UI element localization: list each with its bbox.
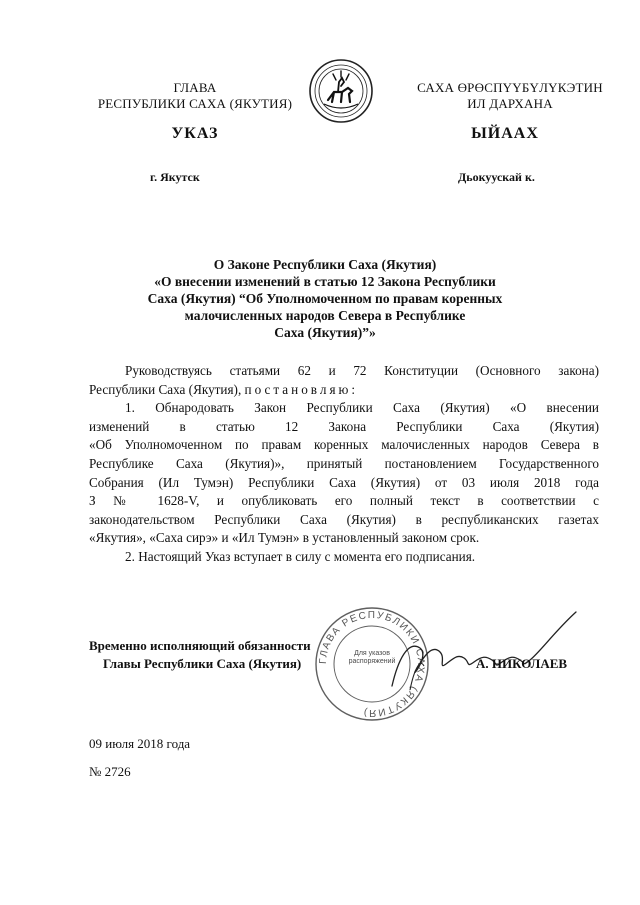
postanovlyayu: постановляю: (244, 381, 359, 397)
signatory-role (89, 637, 311, 673)
header-left-block (80, 80, 310, 112)
doc-type-ru: УКАЗ (171, 125, 219, 142)
decree-title (95, 256, 555, 341)
preamble-line1: Руководствуясь статьями 62 и 72 Конституции (Основного закона) (125, 363, 599, 378)
item1-line: 1. Обнародовать Закон Республики Саха (Якутия) «О внесении (125, 400, 599, 416)
header-right-line1: САХА ӨРӨСПҮҮБҮЛҮКЭТИН (417, 80, 603, 95)
item1-last-line: «Якутия», «Саха сирэ» и «Ил Тумэн» в установленный законом срок. (89, 530, 480, 546)
title-line: «О внесении изменений в статью 12 Закона Республики (154, 274, 496, 289)
item1-line: «Об Уполномоченном по правам коренных малочисленных народов Севера в (89, 437, 599, 453)
item2-line: 2. Настоящий Указ вступает в силу с момента его подписания. (125, 548, 476, 564)
role-line2: Главы Республики Саха (Якутия) (103, 656, 302, 671)
signatory-name: А. НИКОЛАЕВ (476, 656, 568, 671)
decree-body (89, 362, 599, 567)
role-line1: Временно исполняющий обязанности (89, 638, 311, 653)
decree-date: 09 июля 2018 года (89, 736, 191, 751)
coat-of-arms-icon (308, 58, 374, 124)
doc-type-sah: ЫЙААХ (471, 125, 539, 142)
city-sah: Дьокуускай к. (458, 170, 535, 184)
decree-number: № 2726 (89, 764, 131, 779)
title-line: малочисленных народов Севера в Республике (184, 308, 466, 323)
preamble-text: Республики Саха (Якутия), (89, 381, 242, 397)
header-left-line2: РЕСПУБЛИКИ САХА (ЯКУТИЯ) (97, 96, 293, 111)
item1-line: Республике Саха (Якутия)», принятый постановлением Государственного (89, 455, 599, 471)
city-ru: г. Якутск (150, 170, 200, 184)
stamp-ring-text: ГЛАВА РЕСПУБЛИКИ САХА (ЯКУТИЯ) (317, 609, 427, 719)
title-line: Саха (Якутия) “Об Уполномоченном по правам коренных (147, 291, 503, 306)
item1-line: изменений в статью 12 Закона Республики Саха (Якутия) (89, 418, 599, 434)
title-line: Саха (Якутия)”» (274, 325, 376, 340)
preamble-line2 (89, 381, 599, 400)
stamp-center-text: Для указов распоряжений (348, 650, 396, 665)
item1-line: З № 1628-V, и опубликовать его полный текст в соответствии с (89, 493, 599, 509)
item1-line: законодательством Республики Саха (Якутия) в республиканских газетах (89, 511, 599, 527)
title-line: О Законе Республики Саха (Якутия) (213, 257, 437, 272)
header-left-line1: ГЛАВА (173, 80, 217, 95)
handwritten-signature-icon (380, 600, 580, 700)
item1-line: Собрания (Ил Тумэн) Республики Саха (Якутия) от 03 июля 2018 года (89, 474, 599, 490)
header-right-line2: ИЛ ДАРХАНА (467, 96, 553, 111)
header-right-block (390, 80, 630, 112)
